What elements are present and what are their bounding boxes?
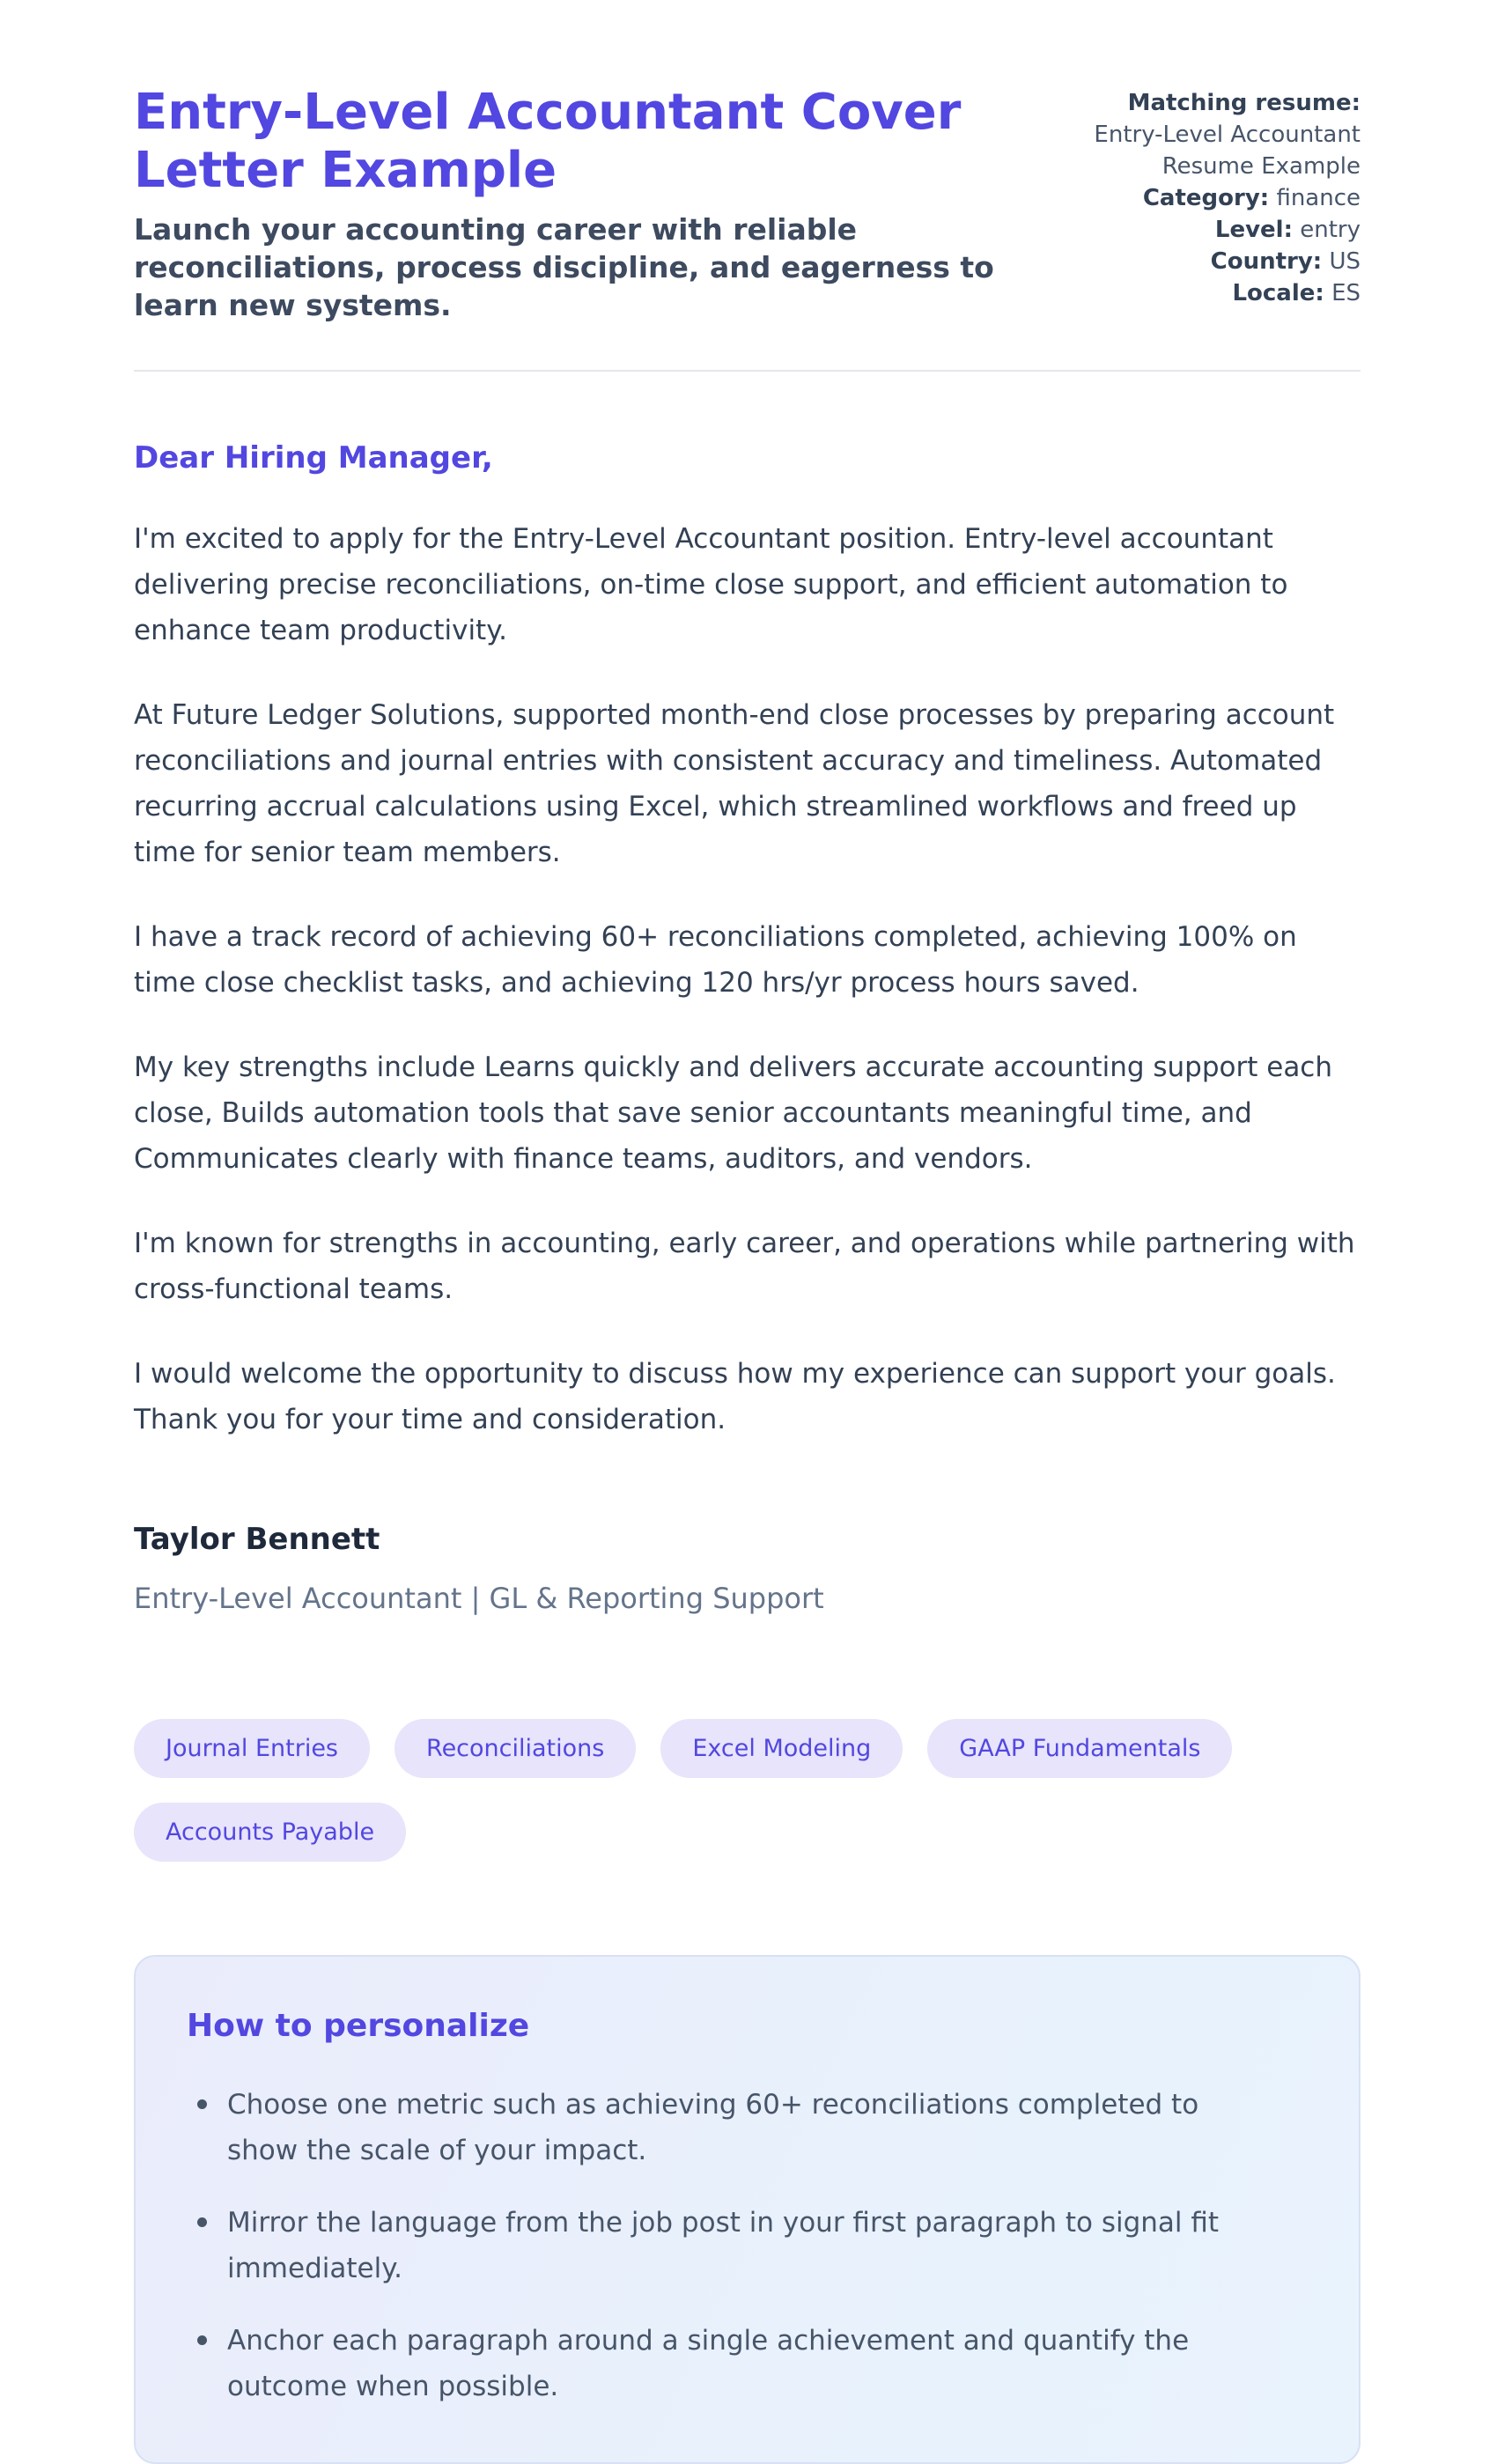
meta-label: Category: (1142, 185, 1270, 211)
letter-paragraph: I'm known for strengths in accounting, early career, and operations while partnering with cross-functional teams. (134, 1228, 1355, 1305)
letter-body (134, 439, 1361, 1617)
meta-label: Level: (1214, 217, 1293, 243)
page-header (134, 84, 1361, 324)
meta-value: Entry-Level Accountant Resume Example (1094, 122, 1361, 180)
letter-greeting: Dear Hiring Manager, (134, 440, 493, 476)
tips-item (187, 2082, 1270, 2173)
page-title: Entry-Level Accountant Cover Letter Example (134, 84, 962, 199)
signature-block (134, 1520, 1361, 1617)
tips-title: How to personalize (187, 2008, 530, 2044)
letter-paragraph: I have a track record of achieving 60+ reconciliations completed, achieving 100% on time close checklist tasks, and achieving 120 hrs/yr process hours saved. (134, 921, 1297, 999)
letter-paragraph: I would welcome the opportunity to discuss how my experience can support your goals. Thank you for your time and consideration. (134, 1358, 1336, 1435)
skill-tag[interactable]: Excel Modeling (660, 1719, 903, 1778)
meta-value: finance (1276, 185, 1361, 211)
header-title-block (134, 84, 1041, 324)
tips-list (187, 2082, 1308, 2409)
page-subtitle: Launch your accounting career with reliable reconciliations, process discipline, and eagerness to learn new systems. (134, 212, 994, 322)
meta-value: ES (1331, 280, 1361, 306)
tips-item-text: Mirror the language from the job post in your first paragraph to signal fit immediately. (227, 2207, 1220, 2284)
skill-tag[interactable]: GAAP Fundamentals (927, 1719, 1232, 1778)
meta-category (1088, 182, 1361, 214)
bullet-icon (197, 2335, 207, 2345)
meta-label: Locale: (1232, 280, 1324, 306)
meta-matching-resume (1088, 87, 1361, 182)
bullet-icon (197, 2099, 207, 2109)
meta-country (1088, 246, 1361, 277)
skill-tag[interactable]: Accounts Payable (134, 1803, 406, 1862)
letter-paragraph: At Future Ledger Solutions, supported month-end close processes by preparing account reconciliations and journal entries with consistent accuracy and timeliness. Automated recurring accrual calculations using Excel, which streamlined workflows and freed up time for senior team members. (134, 699, 1335, 868)
bullet-icon (197, 2217, 207, 2227)
skill-tag[interactable]: Journal Entries (134, 1719, 370, 1778)
signature-role: Entry-Level Accountant | GL & Reporting Support (134, 1582, 824, 1615)
meta-level (1088, 214, 1361, 246)
letter-paragraph: I'm excited to apply for the Entry-Level Accountant position. Entry-level accountant delivering precise reconciliations, on-time close support, and efficient automation to enhance team productivity. (134, 523, 1288, 646)
tips-item-text: Anchor each paragraph around a single achievement and quantify the outcome when possible. (227, 2325, 1190, 2402)
meta-value: US (1329, 248, 1361, 275)
meta-label: Matching resume: (1127, 90, 1361, 116)
meta-locale (1088, 277, 1361, 309)
meta-label: Country: (1210, 248, 1323, 275)
skill-tag[interactable]: Reconciliations (395, 1719, 636, 1778)
letter-paragraph: My key strengths include Learns quickly and delivers accurate accounting support each close, Builds automation tools that save senior accountants meaningful time, and Communicates clearly with finance teams, auditors, and vendors. (134, 1051, 1333, 1175)
personalize-tips-box (134, 1955, 1361, 2464)
tips-item (187, 2318, 1270, 2409)
tips-item (187, 2200, 1270, 2291)
resume-meta-block (1088, 84, 1361, 309)
meta-value: entry (1300, 217, 1361, 243)
header-divider (134, 370, 1361, 372)
signature-name: Taylor Bennett (134, 1522, 380, 1557)
tips-item-text: Choose one metric such as achieving 60+ reconciliations completed to show the scale of your impact. (227, 2089, 1199, 2166)
skill-tags-row (134, 1719, 1361, 1862)
